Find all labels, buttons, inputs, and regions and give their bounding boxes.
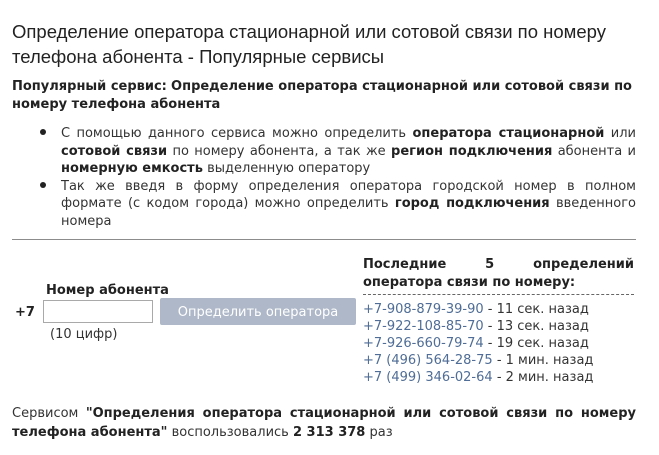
feature-item <box>40 125 636 178</box>
feature-highlight: оператора стационарной <box>412 126 605 141</box>
feature-highlight: сотовой связи <box>61 143 168 159</box>
recent-title-word: определений <box>533 257 634 272</box>
recent-number-link[interactable]: +7 (496) 564-28-75 <box>363 353 493 368</box>
usage-counter-text <box>12 404 636 442</box>
recent-lookup-item <box>363 318 634 335</box>
country-code-prefix: +7 <box>15 305 35 320</box>
feature-text: абонента и <box>552 143 636 159</box>
recent-time-ago: - 19 сек. назад <box>487 336 589 351</box>
recent-lookup-item <box>363 335 634 352</box>
phone-field-label: Номер абонента <box>46 283 169 298</box>
section-divider <box>12 239 636 240</box>
page-title: Определение оператора стационарной или сотовой связи по номеру телефона абонента - Популярные сервисы <box>12 21 606 67</box>
bullet-icon <box>40 129 46 135</box>
recent-lookup-item <box>363 301 634 318</box>
intro-label: Популярный сервис: <box>12 79 167 94</box>
recent-title-count: 5 <box>485 257 495 272</box>
recent-time-ago: - 2 мин. назад <box>496 370 594 385</box>
footer-service-name: "Определения оператора стационарной или сотовой связи по номеру телефона абонента" <box>12 406 636 440</box>
recent-title-word: Последние <box>363 257 447 272</box>
recent-number-link[interactable]: +7 (499) 346-02-64 <box>363 370 493 385</box>
recent-lookups-list <box>363 301 634 386</box>
footer-text: воспользовались <box>167 425 293 440</box>
recent-lookups-title <box>363 256 634 292</box>
feature-highlight: регион подключения <box>391 143 553 159</box>
phone-number-input[interactable] <box>43 300 153 323</box>
recent-time-ago: - 11 сек. назад <box>487 302 589 317</box>
feature-text: по номеру абонента, а так же <box>167 143 392 159</box>
usage-count: 2 313 378 <box>292 425 366 440</box>
feature-text: Так же введя в форму определения оператора городской номер в полном формате (с кодом города) можно определить <box>61 178 636 211</box>
phone-digits-hint: (10 цифр) <box>50 327 118 342</box>
recent-number-link[interactable]: +7-926-660-79-74 <box>363 336 484 351</box>
recent-title-line2: оператора связи по номеру: <box>363 275 576 290</box>
recent-time-ago: - 1 мин. назад <box>496 353 594 368</box>
feature-highlight: город подключения <box>394 196 550 211</box>
recent-time-ago: - 13 сек. назад <box>487 319 589 334</box>
feature-item <box>40 178 636 231</box>
footer-text: Сервисом <box>12 406 86 421</box>
feature-highlight: номерную емкость <box>61 161 203 176</box>
recent-number-link[interactable]: +7-908-879-39-90 <box>363 302 484 317</box>
feature-text: или <box>604 126 636 141</box>
feature-text: выделенную оператору <box>202 161 371 176</box>
recent-lookup-item <box>363 369 634 386</box>
bullet-icon <box>40 182 46 188</box>
recent-divider <box>363 294 634 295</box>
recent-number-link[interactable]: +7-922-108-85-70 <box>363 319 484 334</box>
intro-service-name: Определение оператора стационарной или сотовой связи по номеру телефона абонента <box>12 79 632 112</box>
intro-text <box>12 78 638 114</box>
feature-list <box>40 125 636 230</box>
detect-operator-button[interactable]: Определить оператора <box>160 298 356 325</box>
recent-lookup-item <box>363 352 634 369</box>
feature-text: С помощью данного сервиса можно определить <box>61 126 413 141</box>
footer-text: раз <box>365 425 393 440</box>
feature-text: введенного номера <box>61 196 636 229</box>
